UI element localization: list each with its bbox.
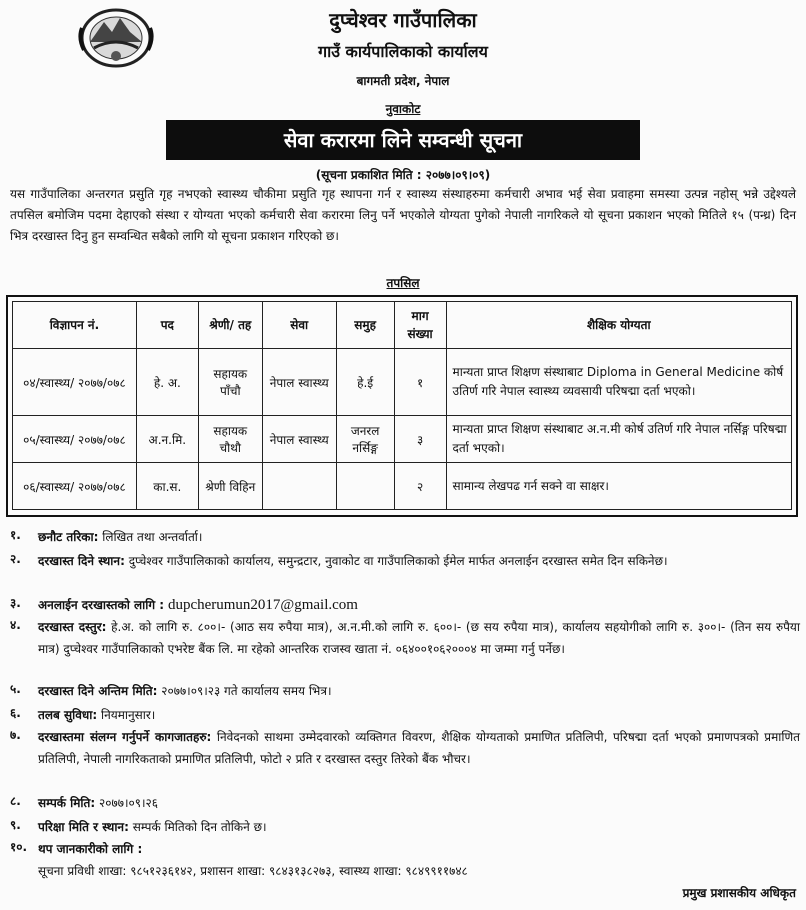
item-number: ३. bbox=[10, 596, 21, 610]
table-header-row bbox=[13, 302, 792, 349]
item-number: ४. bbox=[10, 618, 21, 632]
header-level: श्रेणी/ तह bbox=[198, 302, 262, 349]
header-ad-number: विज्ञापन नं. bbox=[13, 302, 137, 349]
item-number: ६. bbox=[10, 706, 21, 720]
item-text: २०७७।०९।२३ गते कार्यालय समय भित्र। bbox=[157, 684, 332, 698]
cell-post: का.स. bbox=[136, 463, 198, 510]
item-label: तलब सुविधा: bbox=[38, 708, 98, 722]
email-link[interactable]: dupcherumun2017@gmail.com bbox=[167, 597, 358, 613]
item-number: ७. bbox=[10, 728, 21, 742]
item-text: दुप्चेश्वर गाउँपालिकाको कार्यालय, समुन्द्रटार, नुवाकोट वा गाउँपालिकाको ईमेल मार्फत अनलाईन दरखास्त समेत दिन सकिनेछ। bbox=[124, 554, 668, 568]
cell-qualification: मान्यता प्राप्त शिक्षण संस्थाबाट अ.न.मी कोर्ष उतिर्ण गरि नेपाल नर्सिङ्ग परिषद्मा दर्ता भएको। bbox=[446, 416, 791, 463]
header-group: समुह bbox=[336, 302, 394, 349]
cell-qualification: सामान्य लेखपढ गर्न सक्ने वा साक्षर। bbox=[446, 463, 791, 510]
publish-date: (सूचना प्रकाशित मिति : २०७७।०९।०९) bbox=[315, 168, 491, 182]
office-name: गाउँ कार्यपालिकाको कार्यालय bbox=[318, 42, 488, 61]
item-label: दरखास्तमा संलग्न गर्नुपर्ने कागजातहरु: bbox=[38, 730, 212, 744]
item-text: लिखित तथा अन्तर्वार्ता। bbox=[98, 530, 203, 544]
intro-paragraph: यस गाउँपालिका अन्तरगत प्रसुति गृह नभएको स्वास्थ्य चौकीमा प्रसुति गृह स्थापना गर्न र स्वास्थ्य संस्थाहरुमा कर्मचारी अभाव भई सेवा प्रवाहमा समस्या उत्पन्न नहोस् भन्ने उद्देश्यले तपसिल बमोजिम पदमा देहाएको संस्था र योग्यता भएको कर्मचारी सेवा करारमा लिनु पर्ने भएकोले योग्यता पुगेको नेपाली नागरिकले यो सूचना प्रकाशन भएको मितिले १५ (पन्ध्र) दिन भित्र दरखास्त दिनु हुन सम्वन्धित सबैको लागि यो सूचना प्रकाशन गरिएको छ। bbox=[10, 187, 796, 243]
item-label: अनलाईन दरखास्तको लागि : bbox=[38, 598, 165, 612]
cell-level: सहायक पाँचौ bbox=[198, 349, 262, 416]
item-text: हे.अ. को लागि रु. ८००।- (आठ सय रुपैया मात्र), अ.न.मी.को लागि रु. ६००।- (छ सय रुपैया मात्र), कार्यालय सहयोगीको लागि रु. ३००।- (तिन सय रुपैया मात्र) दुप्चेश्वर गाउँपालिकाको एभरेष्ट बैंक लि. मा रहेको आन्तरिक राजस्व खाता नं. ०६४००१०६२०००४ मा जम्मा गर्नु पर्नेछ। bbox=[38, 620, 800, 656]
cell-service: नेपाल स्वास्थ्य bbox=[262, 416, 336, 463]
cell-ad-number: ०५/स्वास्थ्य/ २०७७/०७८ bbox=[13, 416, 137, 463]
item-label: दरखास्त दिने स्थान: bbox=[38, 554, 125, 568]
cell-demand: १ bbox=[394, 349, 446, 416]
cell-ad-number: ०४/स्वास्थ्य/ २०७७/०७८ bbox=[13, 349, 137, 416]
item-number: ९. bbox=[10, 818, 21, 832]
item-number: १०. bbox=[10, 840, 28, 854]
table-row bbox=[13, 349, 792, 416]
cell-service bbox=[262, 463, 336, 510]
contact-numbers: सूचना प्रविधी शाखा: ९८५१२३६१४२, प्रशासन शाखा: ९८४३१३८२७३, स्वास्थ्य शाखा: ९८४९९११७४८ bbox=[38, 864, 468, 878]
item-label: परिक्षा मिति र स्थान: bbox=[38, 820, 129, 834]
cell-demand: ३ bbox=[394, 416, 446, 463]
cell-group: हे.ई bbox=[336, 349, 394, 416]
cell-level: श्रेणी विहिन bbox=[198, 463, 262, 510]
org-name: दुप्चेश्वर गाउँपालिका bbox=[329, 8, 477, 32]
positions-table-frame bbox=[6, 295, 798, 517]
table-row bbox=[13, 463, 792, 510]
header-demand: माग संख्या bbox=[394, 302, 446, 349]
item-text: सम्पर्क मितिको दिन तोकिने छ। bbox=[128, 820, 267, 834]
item-text: २०७७।०९।२६ bbox=[95, 796, 159, 810]
cell-ad-number: ०६/स्वास्थ्य/ २०७७/०७८ bbox=[13, 463, 137, 510]
cell-qualification: मान्यता प्राप्त शिक्षण संस्थाबाट Diploma in General Medicine कोर्ष उतिर्ण गरि नेपाल स्वास्थ्य व्यवसायी परिषद्मा दर्ता भएको। bbox=[446, 349, 791, 416]
item-label: सम्पर्क मिति: bbox=[38, 796, 96, 810]
item-number: ८. bbox=[10, 794, 21, 808]
header-service: सेवा bbox=[262, 302, 336, 349]
header-post: पद bbox=[136, 302, 198, 349]
item-label: छनौट तरिका: bbox=[38, 530, 99, 544]
header-qualification: शैक्षिक योग्यता bbox=[446, 302, 791, 349]
cell-service: नेपाल स्वास्थ्य bbox=[262, 349, 336, 416]
cell-post: हे. अ. bbox=[136, 349, 198, 416]
notice-title: सेवा करारमा लिने सम्वन्धी सूचना bbox=[166, 120, 640, 160]
district: नुवाकोट bbox=[385, 102, 421, 116]
item-number: ५. bbox=[10, 682, 21, 696]
item-label: दरखास्त दिने अन्तिम मिति: bbox=[38, 684, 158, 698]
province: बागमती प्रदेश, नेपाल bbox=[356, 74, 450, 88]
item-text: नियमानुसार। bbox=[97, 708, 156, 722]
letterhead bbox=[0, 0, 806, 120]
item-label: दरखास्त दस्तुर: bbox=[38, 620, 107, 634]
cell-demand: २ bbox=[394, 463, 446, 510]
table-row bbox=[13, 416, 792, 463]
schedule-heading: तपसिल bbox=[386, 276, 420, 290]
item-text: निवेदनको साथमा उम्मेदवारको व्यक्तिगत विवरण, शैक्षिक योग्यताको प्रमाणित प्रतिलिपी, परिषद्मा दर्ता भएको प्रमाणपत्रको प्रमाणित प्रतिलिपी, नेपाली नागरिकताको प्रमाणित प्रतिलिपी, फोटो २ प्रति र दरखास्त दस्तुर तिरेको बैंक भौचर। bbox=[38, 730, 800, 766]
signature-title: प्रमुख प्रशासकीय अधिकृत bbox=[682, 886, 796, 900]
cell-group: जनरल नर्सिङ्ग bbox=[336, 416, 394, 463]
cell-group bbox=[336, 463, 394, 510]
item-number: २. bbox=[10, 552, 21, 566]
item-label: थप जानकारीको लागि : bbox=[38, 842, 143, 856]
cell-level: सहायक चौथौ bbox=[198, 416, 262, 463]
item-number: १. bbox=[10, 528, 21, 542]
positions-table bbox=[12, 301, 792, 510]
cell-post: अ.न.मि. bbox=[136, 416, 198, 463]
